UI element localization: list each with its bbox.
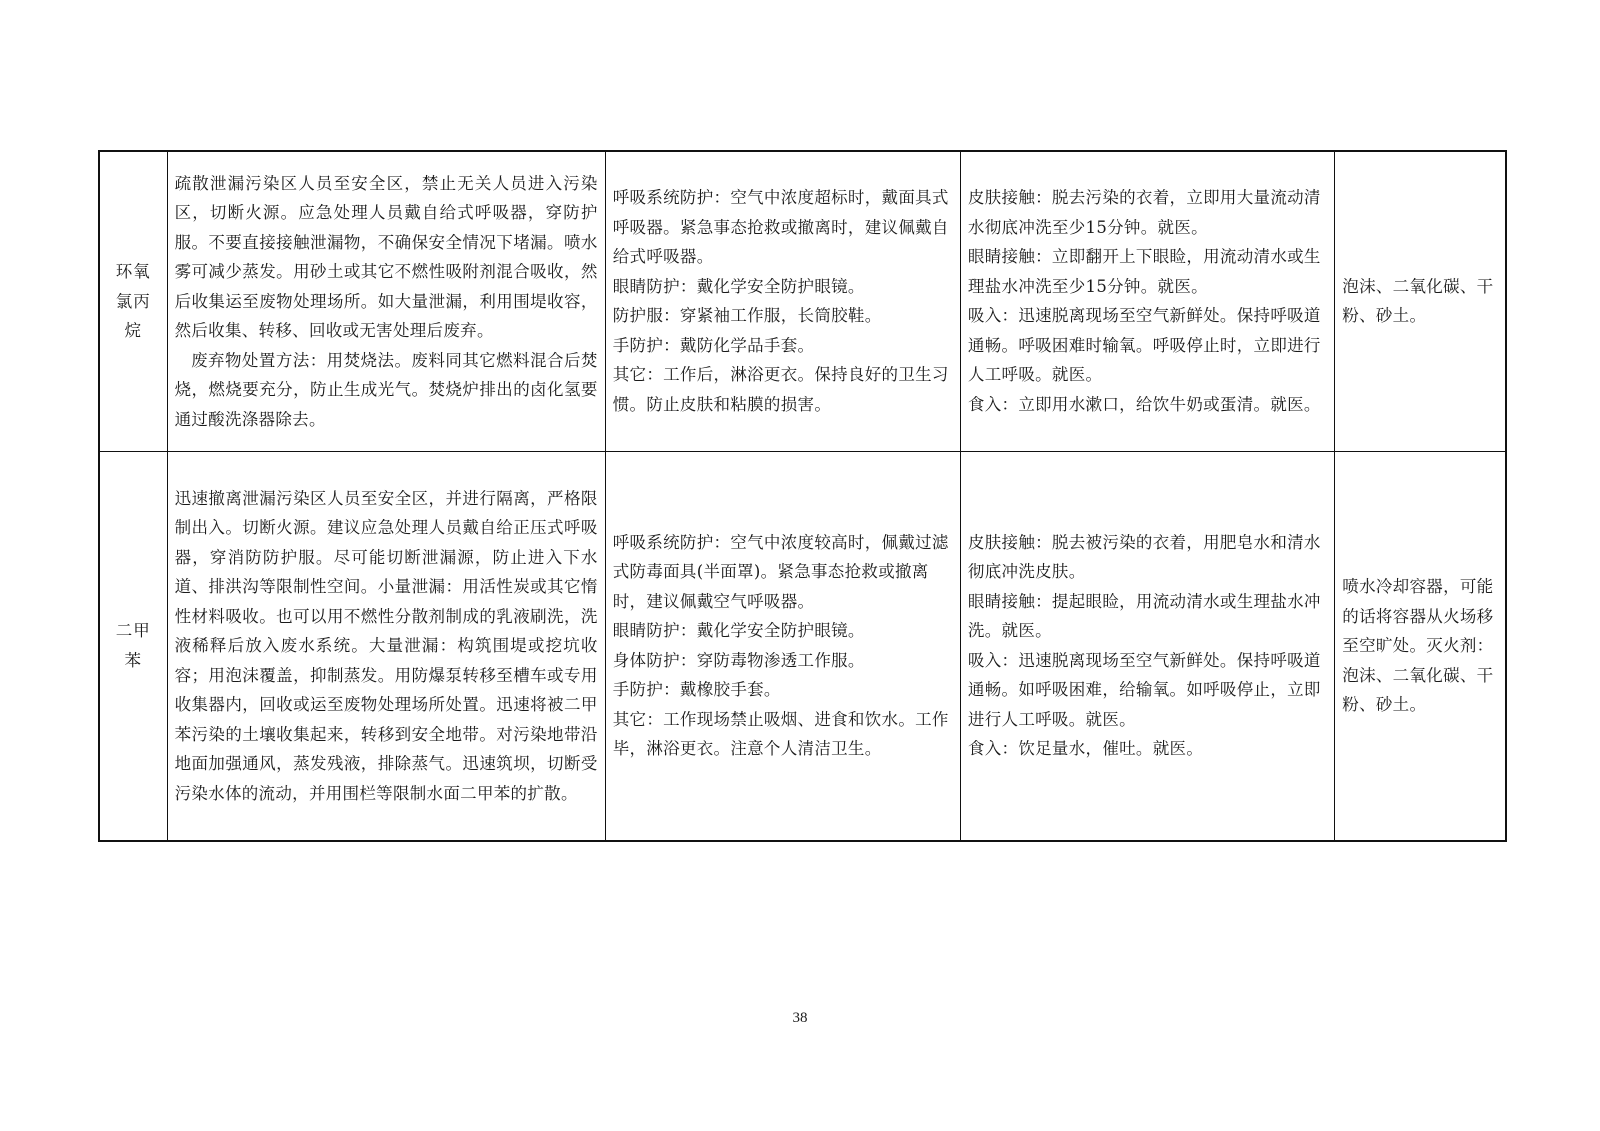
fire-fighting-cell — [1335, 451, 1506, 841]
protection-item: 防护服：穿紧袖工作服，长筒胶鞋。 — [612, 306, 882, 326]
disposal-paragraph: 废弃物处置方法：用焚烧法。废料同其它燃料混合后焚烧，燃烧要充分，防止生成光气。焚烧炉排出的卤化氢要通过酸洗涤器除去。 — [174, 350, 598, 429]
protection-item: 眼睛防护：戴化学安全防护眼镜。 — [612, 276, 865, 296]
chemical-name: 环氧氯丙烷 — [115, 262, 151, 340]
chemical-name-cell — [99, 151, 167, 451]
first-aid-item: 食入：饮足量水，催吐。就医。 — [967, 739, 1204, 759]
protection-item: 呼吸系统防护：空气中浓度较高时，佩戴过滤式防毒面具(半面罩)。紧急事态抢救或撤离时，建议佩戴空气呼吸器。 — [612, 532, 949, 611]
protection-item: 身体防护：穿防毒物渗透工作服。 — [612, 650, 865, 670]
disposal-paragraph: 疏散泄漏污染区人员至安全区，禁止无关人员进入污染区，切断火源。应急处理人员戴自给式呼吸器，穿防护服。不要直接接触泄漏物，不确保安全情况下堵漏。喷水雾可减少蒸发。用砂土或其它不燃性吸附剂混合吸收，然后收集运至废物处理场所。如大量泄漏，利用围堤收容，然后收集、转移、回收或无害处理后废弃。 — [174, 173, 598, 340]
table-row — [99, 151, 1506, 451]
protection-cell — [605, 151, 960, 451]
fire-fighting-cell — [1335, 151, 1506, 451]
protection-cell — [605, 451, 960, 841]
chemical-name: 二甲苯 — [115, 621, 151, 670]
first-aid-item: 食入：立即用水漱口，给饮牛奶或蛋清。就医。 — [967, 394, 1321, 414]
disposal-paragraph: 迅速撤离泄漏污染区人员至安全区，并进行隔离，严格限制出入。切断火源。建议应急处理人员戴自给正压式呼吸器，穿消防防护服。尽可能切断泄漏源，防止进入下水道、排洪沟等限制性空间。小量泄漏：用活性炭或其它惰性材料吸收。也可以用不燃性分散剂制成的乳液刷洗，洗液稀释后放入废水系统。大量泄漏：构筑围堤或挖坑收容；用泡沫覆盖，抑制蒸发。用防爆泵转移至槽车或专用收集器内，回收或运至废物处理场所处置。迅速将被二甲苯污染的土壤收集起来，转移到安全地带。对污染地带沿地面加强通风，蒸发残液，排除蒸气。迅速筑坝，切断受污染水体的流动，并用围栏等限制水面二甲苯的扩散。 — [174, 488, 598, 803]
protection-item: 手防护：戴防化学品手套。 — [612, 335, 815, 355]
first-aid-item: 皮肤接触：脱去污染的衣着，立即用大量流动清水彻底冲洗至少15分钟。就医。 — [967, 188, 1321, 237]
first-aid-item: 眼睛接触：立即翻开上下眼睑，用流动清水或生理盐水冲洗至少15分钟。就医。 — [967, 247, 1321, 296]
protection-item: 手防护：戴橡胶手套。 — [612, 680, 781, 700]
protection-item: 眼睛防护：戴化学安全防护眼镜。 — [612, 621, 865, 641]
chemical-name-cell — [99, 451, 167, 841]
protection-item: 其它：工作后，淋浴更衣。保持良好的卫生习惯。防止皮肤和粘膜的损害。 — [612, 365, 949, 414]
table-row — [99, 451, 1506, 841]
leak-disposal-cell — [167, 451, 605, 841]
chemical-emergency-table — [98, 150, 1507, 842]
fire-fighting-text: 喷水冷却容器，可能的话将容器从火场移至空旷处。灭火剂：泡沫、二氧化碳、干粉、砂土。 — [1342, 577, 1494, 714]
protection-item: 呼吸系统防护：空气中浓度超标时，戴面具式呼吸器。紧急事态抢救或撤离时，建议佩戴自给式呼吸器。 — [612, 188, 949, 267]
first-aid-item: 吸入：迅速脱离现场至空气新鲜处。保持呼吸道通畅。如呼吸困难，给输氧。如呼吸停止，立即进行人工呼吸。就医。 — [967, 650, 1321, 729]
first-aid-cell — [960, 451, 1334, 841]
fire-fighting-text: 泡沫、二氧化碳、干粉、砂土。 — [1342, 276, 1494, 326]
page-number: 38 — [792, 1010, 808, 1026]
first-aid-item: 吸入：迅速脱离现场至空气新鲜处。保持呼吸道通畅。呼吸困难时输氧。呼吸停止时，立即进行人工呼吸。就医。 — [967, 306, 1321, 385]
leak-disposal-cell — [167, 151, 605, 451]
first-aid-cell — [960, 151, 1334, 451]
first-aid-item: 皮肤接触：脱去被污染的衣着，用肥皂水和清水彻底冲洗皮肤。 — [967, 532, 1321, 582]
first-aid-item: 眼睛接触：提起眼睑，用流动清水或生理盐水冲洗。就医。 — [967, 591, 1321, 641]
protection-item: 其它：工作现场禁止吸烟、进食和饮水。工作毕，淋浴更衣。注意个人清洁卫生。 — [612, 709, 949, 759]
